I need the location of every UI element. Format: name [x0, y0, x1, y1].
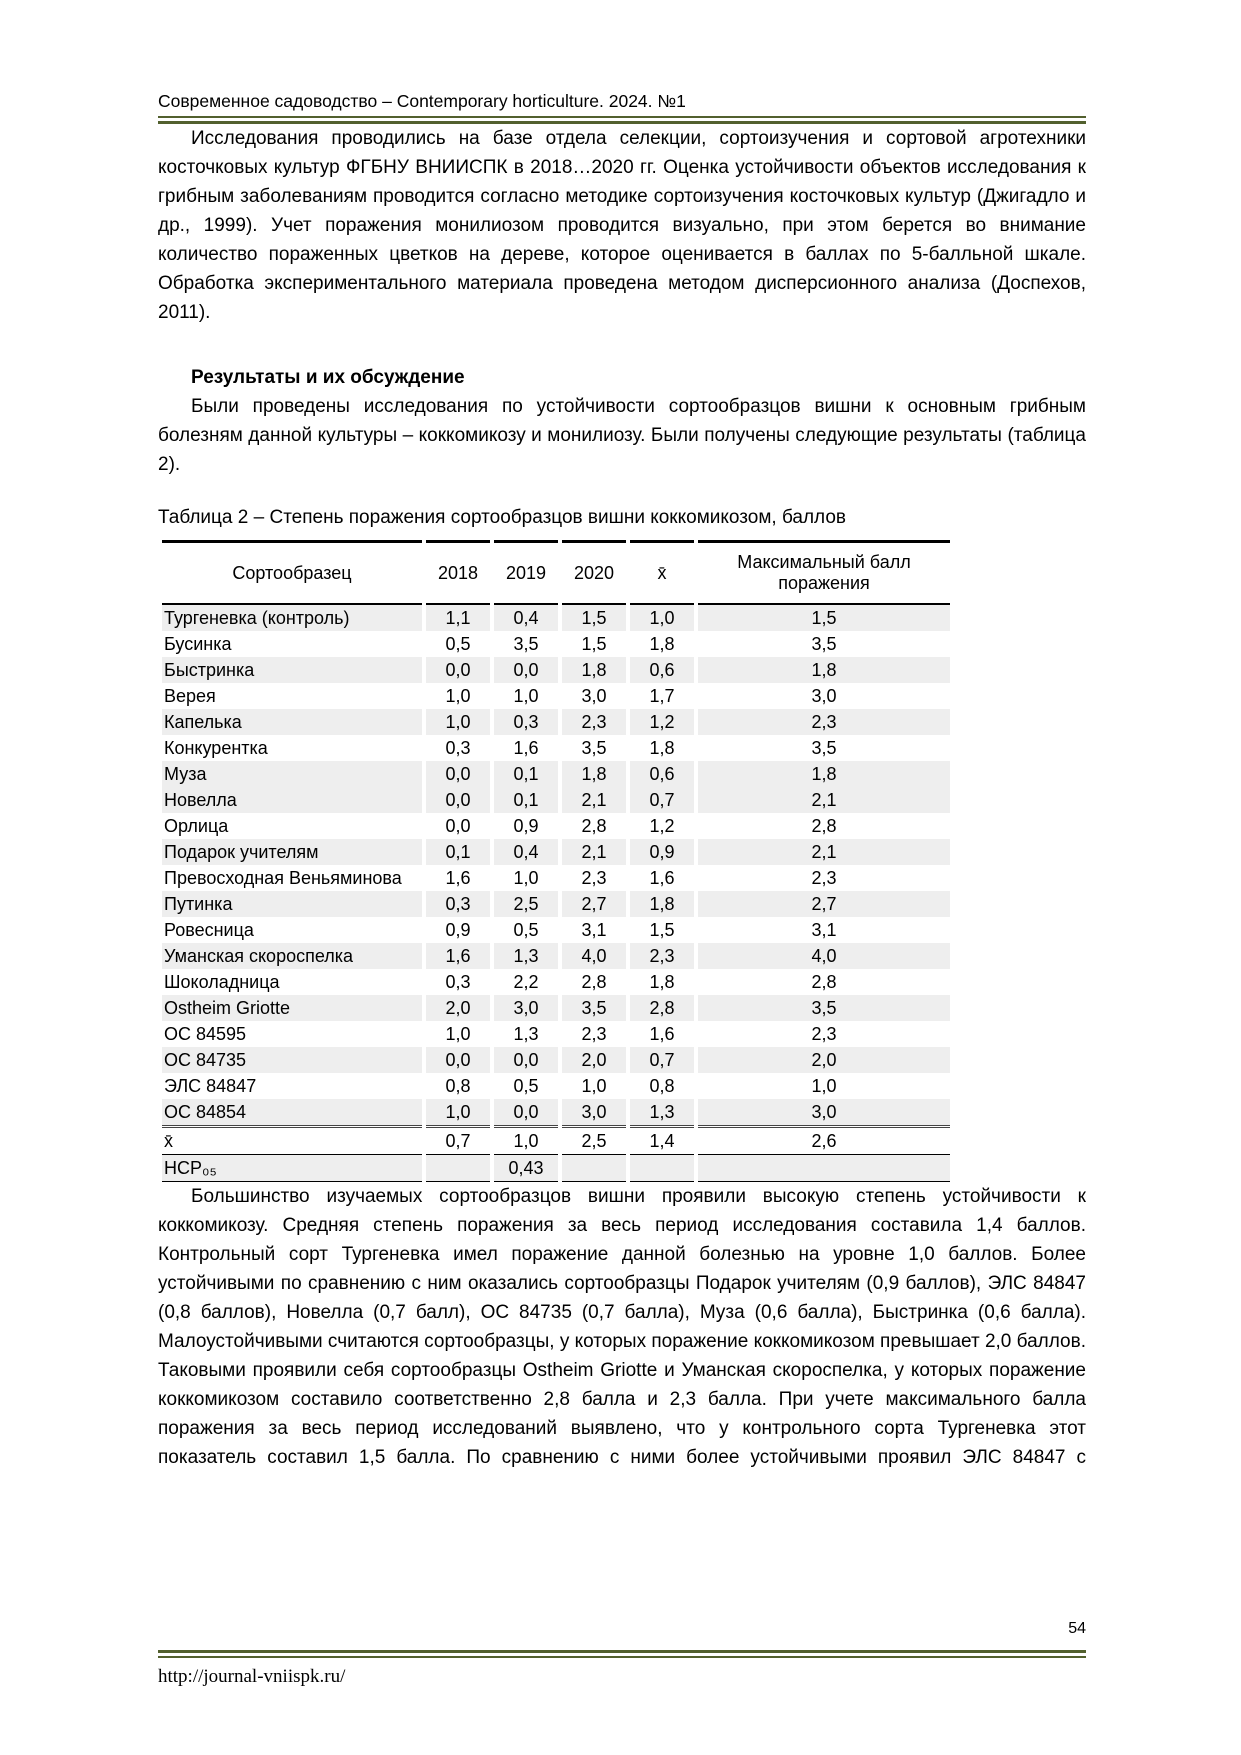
- value-cell: 1,7: [649, 686, 675, 706]
- value-cell: 0,7: [630, 787, 694, 813]
- value-cell: 1,8: [630, 891, 694, 917]
- value-cell: 2,3: [811, 1024, 837, 1044]
- value-cell: 0,3: [494, 709, 558, 735]
- value-cell: 1,6: [513, 738, 539, 758]
- paragraph-methods: Исследования проводились на базе отдела селекции, сортоизучения и сортовой агротехники косточковых культур ФГБНУ ВНИИСПК в 2018…2020 гг. Оценка устойчивости объектов исследования к грибным заболеваниям проводится согласно методике сортоизучения косточковых культур (Джигадло и др., 1999). Учет поражения монилиозом проводится визуально, при этом берется во внимание количество пораженных цветков на дереве, которое оценивается в баллах по 5-балльной шкале. Обработка экспериментального материала проведена методом дисперсионного анализа (Доспехов, 2011).: [158, 128, 1086, 323]
- value-cell: 3,5: [698, 995, 950, 1021]
- table-row: [162, 631, 950, 657]
- cultivar-name-cell: ОС 84595: [164, 1024, 247, 1044]
- header-row: [162, 540, 950, 605]
- column-header-max: Максимальный балл поражения: [698, 540, 950, 605]
- column-header-cultivar: Сортообразец: [162, 540, 422, 605]
- value-cell: 3,0: [811, 686, 837, 706]
- value-cell: 1,6: [649, 1024, 675, 1044]
- value-cell: [426, 1154, 490, 1182]
- cultivar-name-cell: Бусинка: [164, 634, 232, 654]
- value-cell: 2,3: [630, 943, 694, 969]
- table-row: [162, 657, 950, 683]
- value-cell: 1,5: [698, 605, 950, 631]
- column-header-2018: 2018: [426, 540, 490, 605]
- value-cell: 1,8: [649, 972, 675, 992]
- value-cell: 0,0: [426, 1047, 490, 1073]
- value-cell: 0,9: [445, 920, 471, 940]
- table-row: [162, 787, 950, 813]
- value-cell: 2,0: [426, 995, 490, 1021]
- value-cell: 2,0: [562, 1047, 626, 1073]
- paragraph-results-intro: Были проведены исследования по устойчивости сортообразцов вишни к основным грибным болезням данной культуры – коккомикозу и монилиозу. Были получены следующие результаты (таблица 2).: [158, 396, 1086, 475]
- table-row: [162, 917, 950, 943]
- results-table-head: [162, 540, 950, 605]
- cultivar-name-cell: Быстринка: [162, 657, 422, 683]
- value-cell: 0,0: [445, 816, 471, 836]
- results-table-body: [162, 605, 950, 1182]
- cultivar-name-cell: ОС 84735: [162, 1047, 422, 1073]
- value-cell: 3,5: [581, 738, 607, 758]
- value-cell: [562, 1154, 626, 1182]
- value-cell: 0,1: [494, 761, 558, 787]
- value-cell: [698, 1154, 950, 1182]
- cultivar-name-cell: Подарок учителям: [162, 839, 422, 865]
- column-header-mean: x̄: [630, 540, 694, 605]
- value-cell: 2,8: [581, 816, 607, 836]
- table-row: [162, 1099, 950, 1125]
- value-cell: 2,3: [811, 868, 837, 888]
- header-rule: [158, 116, 1086, 124]
- value-cell: 2,8: [630, 995, 694, 1021]
- value-cell: 2,7: [698, 891, 950, 917]
- cultivar-name-cell: Ostheim Griotte: [162, 995, 422, 1021]
- cultivar-name-cell: x̄: [162, 1125, 422, 1154]
- value-cell: 1,3: [513, 1024, 539, 1044]
- cultivar-name-cell: Муза: [162, 761, 422, 787]
- value-cell: 0,5: [513, 1076, 539, 1096]
- value-cell: 1,0: [494, 1125, 558, 1154]
- value-cell: 0,0: [426, 787, 490, 813]
- value-cell: 1,6: [649, 868, 675, 888]
- value-cell: 1,8: [649, 634, 675, 654]
- value-cell: 2,3: [562, 709, 626, 735]
- value-cell: 2,6: [698, 1125, 950, 1154]
- table-row: [162, 969, 950, 995]
- paragraph-discussion: Большинство изучаемых сортообразцов вишни проявили высокую степень устойчивости к коккомикозу. Средняя степень поражения за весь период исследования составила 1,4 баллов. Контрольный сорт Тургеневка имел поражение данной болезнью на уровне 1,0 баллов. Более устойчивыми по сравнению с ним оказались сортообразцы Подарок учителям (0,9 баллов), ЭЛС 84847 (0,8 баллов), Новелла (0,7 балл), ОС 84735 (0,7 балла), Муза (0,6 балла), Быстринка (0,6 балла). Малоустойчивыми считаются сортообразцы, у которых поражение коккомикозом превышает 2,0 баллов. Таковыми проявили себя сортообразцы Ostheim Griotte и Уманская скороспелка, у которых поражение коккомикозом составило соответственно 2,8 балла и 2,3 балла. При учете максимального балла поражения за весь период исследований выявлено, что у контрольного сорта Тургеневка этот показатель составил 1,5 балла. По сравнению с ними более устойчивыми проявил ЭЛС 84847 с: [158, 1186, 1086, 1468]
- cultivar-name-cell: НСР₀₅: [162, 1154, 422, 1182]
- value-cell: 1,5: [649, 920, 675, 940]
- value-cell: 0,1: [494, 787, 558, 813]
- value-cell: 2,1: [698, 787, 950, 813]
- value-cell: 2,2: [513, 972, 539, 992]
- cultivar-name-cell: Тургеневка (контроль): [162, 605, 422, 631]
- column-header-2020: 2020: [562, 540, 626, 605]
- value-cell: 2,3: [581, 868, 607, 888]
- table-row: [162, 709, 950, 735]
- table-row: [162, 943, 950, 969]
- table-row: [162, 1047, 950, 1073]
- value-cell: 2,5: [494, 891, 558, 917]
- value-cell: 0,7: [630, 1047, 694, 1073]
- value-cell: 0,1: [426, 839, 490, 865]
- table-row: [162, 1154, 950, 1182]
- value-cell: 0,8: [445, 1076, 471, 1096]
- table-row: [162, 1073, 950, 1099]
- value-cell: 2,0: [698, 1047, 950, 1073]
- cultivar-name-cell: Путинка: [162, 891, 422, 917]
- value-cell: 1,0: [445, 686, 471, 706]
- page-number: 54: [1068, 1620, 1086, 1637]
- value-cell: 1,5: [562, 605, 626, 631]
- cultivar-name-cell: Верея: [164, 686, 216, 706]
- table-row: [162, 813, 950, 839]
- value-cell: 0,0: [426, 761, 490, 787]
- value-cell: 3,1: [811, 920, 837, 940]
- value-cell: 1,0: [513, 868, 539, 888]
- value-cell: 2,3: [698, 709, 950, 735]
- value-cell: 2,8: [811, 972, 837, 992]
- table-caption: Таблица 2 – Степень поражения сортообразцов вишни коккомикозом, баллов: [158, 507, 847, 528]
- value-cell: 3,0: [494, 995, 558, 1021]
- value-cell: 2,1: [562, 787, 626, 813]
- value-cell: 0,43: [494, 1154, 558, 1182]
- value-cell: 0,0: [426, 657, 490, 683]
- value-cell: 1,5: [581, 634, 607, 654]
- value-cell: 4,0: [698, 943, 950, 969]
- table-row: [162, 735, 950, 761]
- cultivar-name-cell: ОС 84854: [162, 1099, 422, 1125]
- value-cell: 2,1: [698, 839, 950, 865]
- value-cell: 2,5: [562, 1125, 626, 1154]
- value-cell: 1,8: [698, 761, 950, 787]
- value-cell: 1,3: [494, 943, 558, 969]
- value-cell: 2,1: [562, 839, 626, 865]
- value-cell: 1,8: [698, 657, 950, 683]
- value-cell: 0,3: [445, 738, 471, 758]
- value-cell: 3,5: [513, 634, 539, 654]
- value-cell: 0,0: [494, 1047, 558, 1073]
- value-cell: 3,5: [562, 995, 626, 1021]
- table-row: [162, 865, 950, 891]
- value-cell: 2,7: [562, 891, 626, 917]
- value-cell: 0,0: [494, 657, 558, 683]
- value-cell: 1,8: [562, 657, 626, 683]
- cultivar-name-cell: Уманская скороспелка: [162, 943, 422, 969]
- value-cell: 1,6: [426, 943, 490, 969]
- value-cell: 0,6: [630, 761, 694, 787]
- cultivar-name-cell: ЭЛС 84847: [164, 1076, 257, 1096]
- value-cell: 1,0: [426, 1099, 490, 1125]
- value-cell: 0,3: [426, 891, 490, 917]
- cultivar-name-cell: Конкурентка: [164, 738, 268, 758]
- page-content: [158, 0, 1086, 1472]
- value-cell: 1,0: [630, 605, 694, 631]
- value-cell: 1,0: [445, 1024, 471, 1044]
- value-cell: 0,4: [494, 839, 558, 865]
- value-cell: 1,6: [445, 868, 471, 888]
- cultivar-name-cell: Превосходная Веньяминова: [164, 868, 402, 888]
- value-cell: 2,8: [581, 972, 607, 992]
- results-table: [158, 540, 954, 1182]
- table-row: [162, 761, 950, 787]
- value-cell: 1,0: [426, 709, 490, 735]
- value-cell: 0,9: [513, 816, 539, 836]
- value-cell: 1,0: [811, 1076, 837, 1096]
- column-header-2019: 2019: [494, 540, 558, 605]
- table-row: [162, 995, 950, 1021]
- section-heading-results: Результаты и их обсуждение: [191, 367, 465, 388]
- journal-url: http://journal-vniispk.ru/: [158, 1666, 346, 1687]
- cultivar-name-cell: Ровесница: [164, 920, 254, 940]
- value-cell: 4,0: [562, 943, 626, 969]
- value-cell: 0,7: [426, 1125, 490, 1154]
- cultivar-name-cell: Орлица: [164, 816, 229, 836]
- value-cell: 1,8: [562, 761, 626, 787]
- value-cell: 1,4: [630, 1125, 694, 1154]
- value-cell: 1,2: [630, 709, 694, 735]
- table-row: [162, 683, 950, 709]
- value-cell: 1,8: [649, 738, 675, 758]
- value-cell: 1,0: [581, 1076, 607, 1096]
- value-cell: 0,6: [630, 657, 694, 683]
- value-cell: 0,0: [494, 1099, 558, 1125]
- table-row: [162, 891, 950, 917]
- value-cell: 0,9: [630, 839, 694, 865]
- value-cell: 2,3: [581, 1024, 607, 1044]
- table-row: [162, 1125, 950, 1154]
- value-cell: 1,2: [649, 816, 675, 836]
- value-cell: 3,0: [698, 1099, 950, 1125]
- value-cell: 1,3: [630, 1099, 694, 1125]
- table-row: [162, 605, 950, 631]
- value-cell: 1,1: [426, 605, 490, 631]
- value-cell: 2,8: [811, 816, 837, 836]
- value-cell: 3,1: [581, 920, 607, 940]
- journal-header: Современное садоводство – Contemporary horticulture. 2024. №1: [158, 91, 686, 111]
- value-cell: 0,4: [494, 605, 558, 631]
- value-cell: 3,5: [811, 634, 837, 654]
- value-cell: 1,0: [513, 686, 539, 706]
- value-cell: 0,5: [445, 634, 471, 654]
- cultivar-name-cell: Шоколадница: [164, 972, 280, 992]
- value-cell: [630, 1154, 694, 1182]
- value-cell: 0,8: [649, 1076, 675, 1096]
- table-row: [162, 839, 950, 865]
- value-cell: 0,5: [513, 920, 539, 940]
- table-row: [162, 1021, 950, 1047]
- cultivar-name-cell: Капелька: [162, 709, 422, 735]
- cultivar-name-cell: Новелла: [162, 787, 422, 813]
- footer-rule: [158, 1650, 1086, 1658]
- value-cell: 3,5: [811, 738, 837, 758]
- value-cell: 3,0: [562, 1099, 626, 1125]
- value-cell: 3,0: [581, 686, 607, 706]
- value-cell: 0,3: [445, 972, 471, 992]
